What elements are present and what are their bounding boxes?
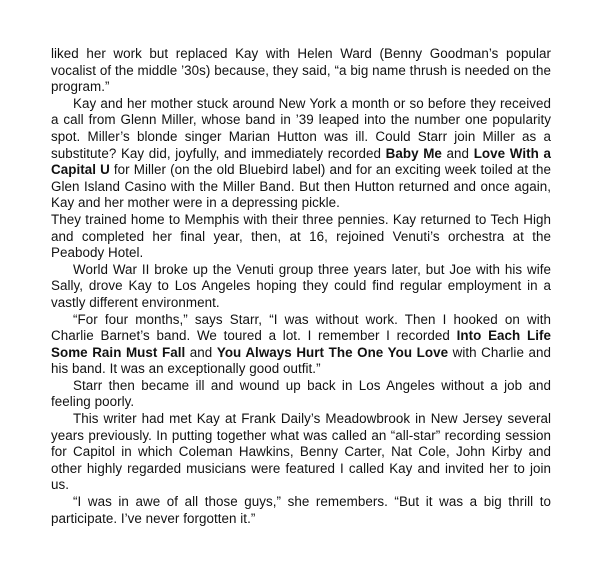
paragraph	[51, 494, 551, 527]
text-run: They trained home to Memphis with their three pennies. Kay returned to Tech High and completed her final year, then, at 16, rejoined Venuti’s orchestra at the Peabody Hotel.	[51, 211, 551, 261]
song-title: Love With a Capital U	[51, 145, 551, 178]
paragraph	[51, 96, 551, 212]
paragraph	[51, 212, 551, 262]
text-run: “For four months,” says Starr, “I was without work. Then I hooked on with Charlie Barnet’s band. We toured a lot. I remember I recorded	[51, 311, 551, 344]
paragraph	[51, 411, 551, 494]
text-run: World War II broke up the Venuti group three years later, but Joe with his wife Sally, drove Kay to Los Angeles hoping they could find regular employment in a vastly different environment.	[51, 261, 551, 310]
text-run: and	[441, 145, 474, 161]
song-title: Into Each Life Some Rain Must Fall	[51, 328, 551, 360]
text-run: This writer had met Kay at Frank Daily’s Meadowbrook in New Jersey several years previously. In putting together what was called an “all-star” recording session for Capitol in which Coleman Hawkins, Benny Carter, Nat Cole, John Kirby and other highly regarded musicians were featured I called Kay and invited her to join us.	[51, 411, 551, 493]
paragraph	[51, 46, 551, 96]
paragraph	[51, 262, 551, 312]
text-run: and	[185, 344, 217, 360]
text-run: with Charlie and his band. It was an exceptionally good outfit.”	[51, 344, 551, 377]
song-title: You Always Hurt The One You Love	[216, 344, 449, 360]
article-body	[51, 46, 551, 527]
paragraph	[51, 312, 551, 378]
paragraph	[51, 378, 551, 411]
text-run: Starr then became ill and wound up back in Los Angeles without a job and feeling poorly.	[51, 377, 551, 410]
text-run: Kay and her mother stuck around New York a month or so before they received a call from Glenn Miller, whose band in ’39 leaped into the number one popularity spot. Miller’s blonde singer Marian Hutton was ill. Could Starr join Miller as a substitute? Kay did, joyfully, and immediately recorded	[51, 95, 551, 161]
text-run: “I was in awe of all those guys,” she remembers. “But it was a big thrill to participate. I’ve never forgotten it.”	[51, 494, 551, 526]
text-run: liked her work but replaced Kay with Helen Ward (Benny Goodman’s popular vocalist of the middle ’30s) because, they said, “a big name thrush is needed on the program.”	[51, 46, 551, 95]
text-run: for Miller (on the old Bluebird label) and for an exciting week toiled at the Glen Island Casino with the Miller Band. But then Hutton returned and once again, Kay and her mother were in a depressing pickle.	[51, 162, 551, 211]
song-title: Baby Me	[385, 145, 442, 161]
